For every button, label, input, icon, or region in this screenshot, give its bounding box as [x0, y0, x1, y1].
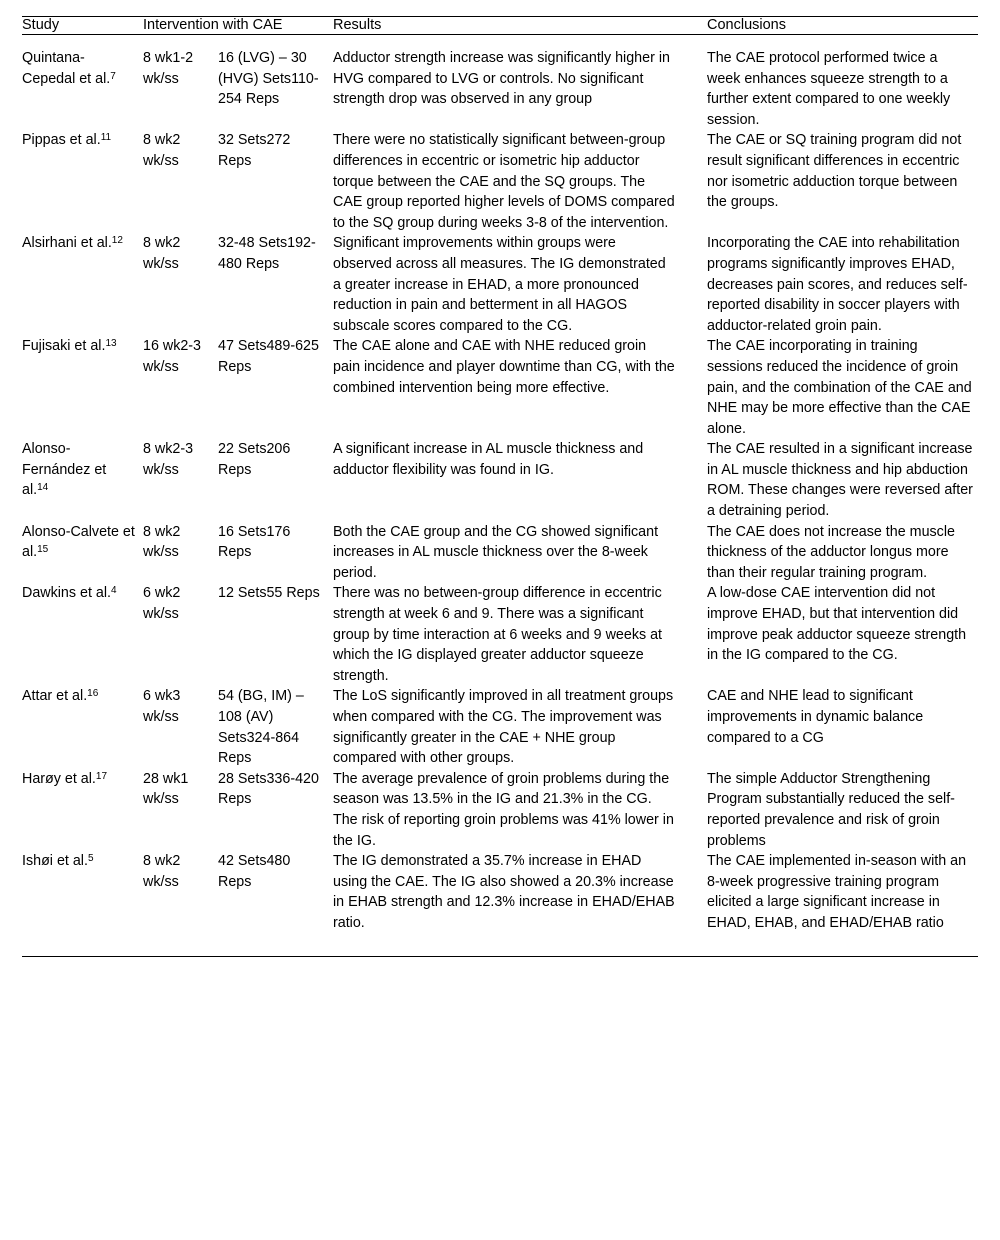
study-name: Ishøi et al. — [22, 853, 88, 870]
bottom-rule-row — [22, 956, 978, 957]
cell-intervention-volume: 47 Sets489-625 Reps — [218, 338, 319, 375]
study-reference-number: 4 — [111, 585, 117, 597]
column-header-study: Study — [22, 17, 143, 35]
cell-conclusions: The CAE does not increase the muscle thickness of the adductor longus more than their regular training program. — [707, 523, 955, 581]
study-reference-number: 15 — [37, 544, 49, 556]
cell-study — [22, 583, 143, 686]
study-reference-number: 13 — [105, 338, 117, 350]
cell-intervention-volume: 32 Sets272 Reps — [218, 132, 291, 169]
cell-study — [22, 522, 143, 584]
table-header-row — [22, 17, 978, 35]
cell-results: Adductor strength increase was significantly higher in HVG compared to LVG or controls. No significant strength drop was observed in any group — [333, 50, 670, 108]
cell-study — [22, 769, 143, 851]
cell-results: The average prevalence of groin problems during the season was 13.5% in the IG and 21.3% in the CG. The risk of reporting groin problems was 41% lower in the IG. — [333, 770, 674, 849]
study-name: Alsirhani et al. — [22, 235, 112, 252]
cell-results: A significant increase in AL muscle thickness and adductor flexibility was found in IG. — [333, 441, 644, 478]
cell-intervention-volume: 22 Sets206 Reps — [218, 441, 291, 478]
study-reference-number: 7 — [110, 70, 116, 82]
bottom-rule — [22, 956, 978, 957]
cell-conclusions: The CAE or SQ training program did not result significant differences in eccentric nor isometric adduction torque between the groups. — [707, 132, 962, 211]
cell-intervention-volume: 12 Sets55 Reps — [218, 585, 320, 602]
table-row — [22, 583, 978, 686]
cell-intervention-dose: 8 wk2 wk/ss — [143, 523, 181, 561]
study-name: Pippas et al. — [22, 132, 101, 149]
cell-intervention-volume: 16 (LVG) – 30 (HVG) Sets110-254 Reps — [218, 50, 319, 108]
cell-study — [22, 233, 143, 336]
cell-study — [22, 130, 143, 233]
cell-conclusions: The CAE implemented in-season with an 8-week progressive training program elicited a large significant increase in EHAD, EHAB, and EHAD/EHAB ratio — [707, 853, 967, 931]
cell-intervention-dose: 8 wk2 wk/ss — [143, 853, 181, 890]
table-header — [22, 17, 978, 35]
cell-study — [22, 336, 143, 439]
cell-intervention-volume: 54 (BG, IM) – 108 (AV) Sets324-864 Reps — [218, 688, 304, 767]
cell-study — [22, 439, 143, 521]
cell-results: The IG demonstrated a 35.7% increase in EHAD using the CAE. The IG also showed a 20.3% increase in EHAB strength and 12.3% increase in EHAD/EHAB ratio. — [333, 853, 675, 931]
table-row — [22, 233, 978, 336]
cell-intervention-dose: 8 wk2 wk/ss — [143, 132, 181, 169]
table-body — [22, 35, 978, 957]
column-header-intervention: Intervention with CAE — [143, 17, 333, 35]
study-name: Harøy et al. — [22, 770, 96, 787]
study-reference-number: 5 — [87, 852, 94, 864]
table-row — [22, 851, 978, 956]
study-reference-number: 17 — [95, 770, 108, 782]
cell-results: Significant improvements within groups were observed across all measures. The IG demonstrated a greater increase in EHAD, a more pronounced reduction in pain and betterment in all HAGOS subscale scores compared to the CG. — [333, 235, 666, 334]
study-reference-number: 16 — [87, 688, 99, 700]
cell-conclusions: CAE and NHE lead to significant improvements in dynamic balance compared to a CG — [707, 688, 924, 746]
cell-conclusions: The CAE incorporating in training sessions reduced the incidence of groin pain, and the combination of the CAE and NHE may be more effective than the CAE alone. — [707, 338, 972, 437]
cell-conclusions: The simple Adductor Strengthening Program substantially reduced the self-reported prevalence and risk of groin problems — [707, 770, 955, 849]
table-row — [22, 522, 978, 584]
study-name: Attar et al. — [22, 688, 88, 705]
column-header-results: Results — [333, 17, 707, 35]
cell-conclusions: The CAE protocol performed twice a week enhances squeeze strength to a further extent compared to one weekly session. — [707, 50, 951, 128]
table-row — [22, 686, 978, 768]
cell-results: Both the CAE group and the CG showed significant increases in AL muscle thickness over the 8-week period. — [333, 523, 659, 581]
cell-conclusions: Incorporating the CAE into rehabilitation programs significantly improves EHAD, decreases pain scores, and reduces self-reported disability in soccer players with adductor-related groin pain. — [707, 235, 968, 334]
cell-study — [22, 686, 143, 768]
study-characteristics-table — [22, 16, 978, 957]
study-table-container — [0, 16, 1000, 957]
cell-intervention-dose: 6 wk3 wk/ss — [143, 688, 181, 725]
column-header-conclusions: Conclusions — [707, 17, 978, 35]
study-name: Alonso-Fernández et al. — [22, 441, 107, 499]
table-row — [22, 769, 978, 851]
cell-intervention-volume: 16 Sets176 Reps — [218, 523, 291, 561]
study-reference-number: 12 — [111, 235, 123, 247]
cell-results: The CAE alone and CAE with NHE reduced groin pain incidence and player downtime than CG, with the combined intervention being more effective. — [333, 338, 675, 396]
study-name: Quintana-Cepedal et al. — [22, 50, 111, 87]
cell-intervention-dose: 16 wk2-3 wk/ss — [143, 338, 202, 375]
study-reference-number: 11 — [100, 132, 112, 144]
study-name: Dawkins et al. — [22, 585, 111, 602]
table-row — [22, 439, 978, 521]
cell-results: There was no between-group difference in eccentric strength at week 6 and 9. There was a significant group by time interaction at 6 weeks and 9 weeks at which the IG displayed greater adductor squeeze strength. — [333, 585, 663, 684]
table-row — [22, 35, 978, 131]
cell-intervention-dose: 6 wk2 wk/ss — [143, 585, 181, 623]
cell-study — [22, 851, 143, 956]
cell-intervention-dose: 28 wk1 wk/ss — [143, 770, 189, 808]
table-row — [22, 130, 978, 233]
cell-intervention-volume: 42 Sets480 Reps — [218, 853, 291, 890]
table-row — [22, 336, 978, 439]
cell-conclusions: A low-dose CAE intervention did not improve EHAD, but that intervention did improve peak adductor squeeze strength in the IG compared to the CG. — [707, 585, 967, 664]
cell-results: The LoS significantly improved in all treatment groups when compared with the CG. The improvement was significantly greater in the CAE + NHE group compared with other groups. — [333, 688, 674, 767]
cell-results: There were no statistically significant between-group differences in eccentric or isometric hip adductor torque between the CAE and the SQ groups. The CAE group reported higher levels of DOMS compared to the SQ group during weeks 3-8 of the intervention. — [333, 132, 675, 231]
study-name: Fujisaki et al. — [22, 338, 106, 355]
cell-intervention-volume: 32-48 Sets192-480 Reps — [218, 235, 316, 272]
cell-study — [22, 35, 143, 131]
table-footer — [22, 956, 978, 957]
cell-conclusions: The CAE resulted in a significant increase in AL muscle thickness and hip abduction ROM. These changes were reversed after a detraining period. — [707, 441, 973, 520]
cell-intervention-volume: 28 Sets336-420 Reps — [218, 770, 319, 808]
cell-intervention-dose: 8 wk2-3 wk/ss — [143, 441, 194, 478]
study-name: Alonso-Calvete et al. — [22, 523, 135, 561]
study-reference-number: 14 — [37, 482, 49, 494]
cell-intervention-dose: 8 wk1-2 wk/ss — [143, 50, 194, 87]
cell-intervention-dose: 8 wk2 wk/ss — [143, 235, 181, 272]
